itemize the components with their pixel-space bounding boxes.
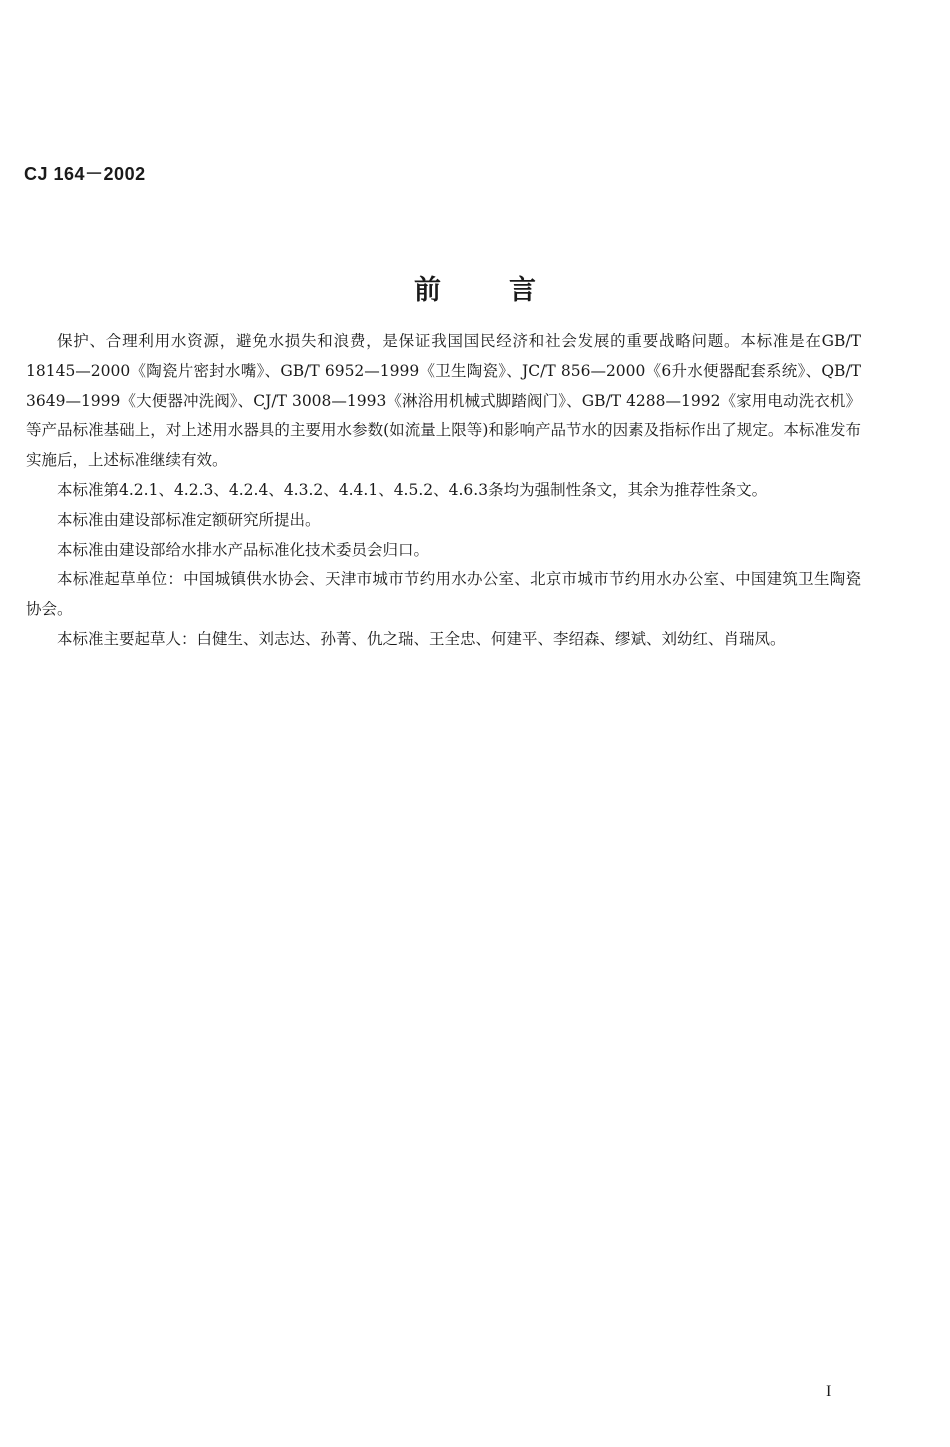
foreword-body — [26, 327, 861, 655]
paragraph-administered-by: 本标准由建设部给水排水产品标准化技术委员会归口。 — [57, 540, 430, 559]
paragraph-background: 保护、合理利用水资源，避免水损失和浪费，是保证我国国民经济和社会发展的重要战略问题。本标准是在GB/T 18145—2000《陶瓷片密封水嘴》、GB/T 6952—1999《卫生陶瓷》、JC/T 856—2000《6升水便器配套系统》、QB/T 3649—1999《大便器冲洗阀》、CJ/T 3008—1993《淋浴用机械式脚踏阀门》、GB/T 4288—1992《家用电动洗衣机》等产品标准基础上，对上述用水器具的主要用水参数(如流量上限等)和影响产品节水的因素及指标作出了规定。本标准发布实施后，上述标准继续有效。 — [26, 332, 861, 470]
page-number: I — [826, 1383, 832, 1400]
standard-code: CJ 164－2002 — [24, 164, 146, 184]
paragraph-drafters: 本标准主要起草人：白健生、刘志达、孙菁、仇之瑞、王全忠、何建平、李绍森、缪斌、刘幼红、肖瑞凤。 — [57, 629, 786, 648]
paragraph-drafting-units: 本标准起草单位：中国城镇供水协会、天津市城市节约用水办公室、北京市城市节约用水办公室、中国建筑卫生陶瓷协会。 — [26, 570, 861, 619]
paragraph-proposed-by: 本标准由建设部标准定额研究所提出。 — [57, 510, 321, 529]
page-title: 前言 — [414, 275, 604, 306]
paragraph-mandatory-clauses: 本标准第4.2.1、4.2.3、4.2.4、4.3.2、4.4.1、4.5.2、4.6.3条均为强制性条文，其余为推荐性条文。 — [57, 480, 768, 499]
